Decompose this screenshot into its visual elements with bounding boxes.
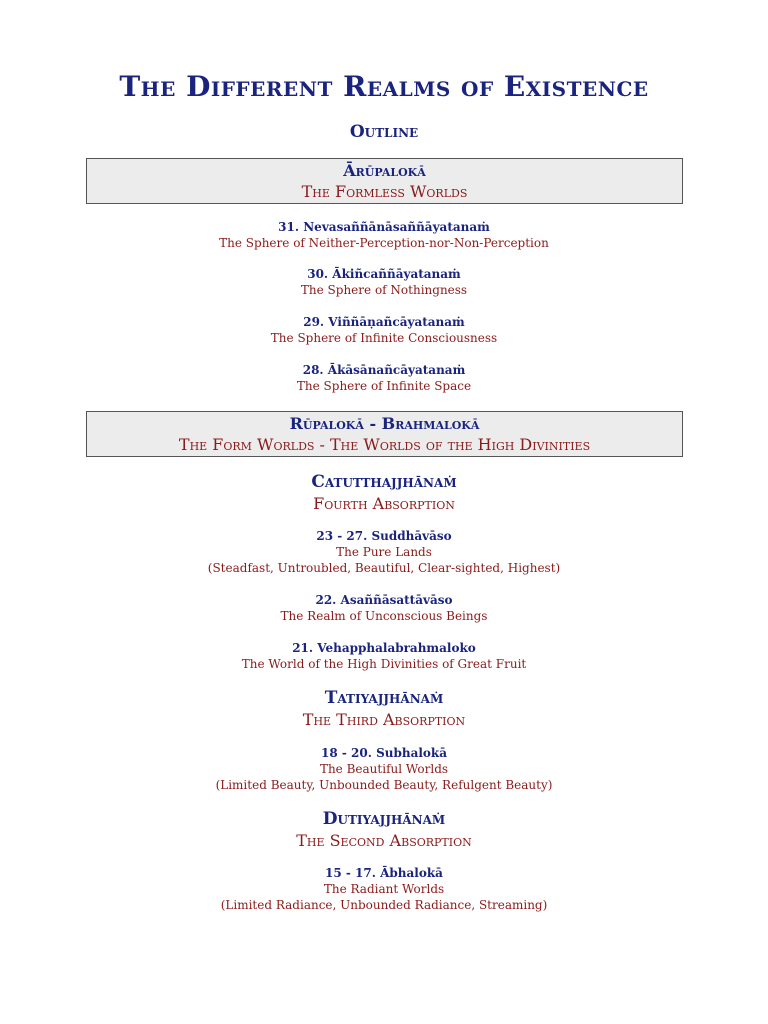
entry-heading: 29. Viññāṇañcāyatanaṁ <box>303 315 465 329</box>
entry-description: The World of the High Divinities of Great Fruit <box>241 657 527 671</box>
entry-heading: 21. Vehapphalabrahmaloko <box>292 641 476 655</box>
section-english-title: The Third Absorption <box>302 710 466 729</box>
list-item <box>0 528 768 576</box>
entry-description: The Sphere of Nothingness <box>300 283 468 297</box>
section-pali-title: Dutiyajjhānaṁ <box>322 809 446 829</box>
list-item <box>0 219 768 251</box>
list-item <box>0 745 768 793</box>
absorption-heading-second <box>0 809 768 851</box>
entry-heading: 28. Ākāsānañcāyatanaṁ <box>302 363 466 377</box>
entry-description: The Beautiful Worlds <box>319 762 449 776</box>
section-pali-title: Catutthajjhānaṁ <box>311 472 457 492</box>
absorption-heading-fourth <box>0 472 768 514</box>
entry-description: The Realm of Unconscious Beings <box>280 609 488 623</box>
list-item <box>0 640 768 672</box>
box-english-title: The Formless Worlds <box>301 182 468 201</box>
list-item <box>0 362 768 394</box>
entry-description: The Sphere of Neither-Perception-nor-Non-Perception <box>219 236 549 250</box>
entry-description: The Radiant Worlds <box>323 882 445 896</box>
entry-description: The Pure Lands <box>336 545 432 559</box>
list-item <box>0 314 768 346</box>
box-pali-title: Rūpalokā - Brahmalokā <box>289 414 480 433</box>
section-english-title: The Second Absorption <box>296 831 472 850</box>
entry-heading: 31. Nevasaññānāsaññāyatanaṁ <box>278 220 490 234</box>
page-title: The Different Realms of Existence <box>119 70 649 103</box>
entry-heading: 30. Ākiñcaññāyatanaṁ <box>307 267 461 281</box>
list-item <box>0 865 768 913</box>
entry-sub-description: (Limited Beauty, Unbounded Beauty, Refulgent Beauty) <box>215 778 553 792</box>
section-box-form <box>86 411 683 457</box>
section-pali-title: Tatiyajjhānaṁ <box>324 688 444 708</box>
entry-sub-description: (Limited Radiance, Unbounded Radiance, Streaming) <box>220 898 548 912</box>
section-box-formless <box>86 158 683 204</box>
box-pali-title: Ārūpalokā <box>343 161 426 180</box>
section-english-title: Fourth Absorption <box>313 494 455 513</box>
outline-heading: Outline <box>349 122 419 142</box>
entry-heading: 22. Asaññāsattāvāso <box>315 593 453 607</box>
entry-sub-description: (Steadfast, Untroubled, Beautiful, Clear-sighted, Highest) <box>207 561 561 575</box>
entry-description: The Sphere of Infinite Space <box>296 379 472 393</box>
list-item <box>0 592 768 624</box>
entry-heading: 18 - 20. Subhalokā <box>320 746 448 760</box>
entry-description: The Sphere of Infinite Consciousness <box>270 331 498 345</box>
box-english-title: The Form Worlds - The Worlds of the High Divinities <box>178 435 591 454</box>
list-item <box>0 266 768 298</box>
absorption-heading-third <box>0 688 768 730</box>
entry-heading: 23 - 27. Suddhāvāso <box>316 529 452 543</box>
entry-heading: 15 - 17. Ābhalokā <box>325 866 443 880</box>
